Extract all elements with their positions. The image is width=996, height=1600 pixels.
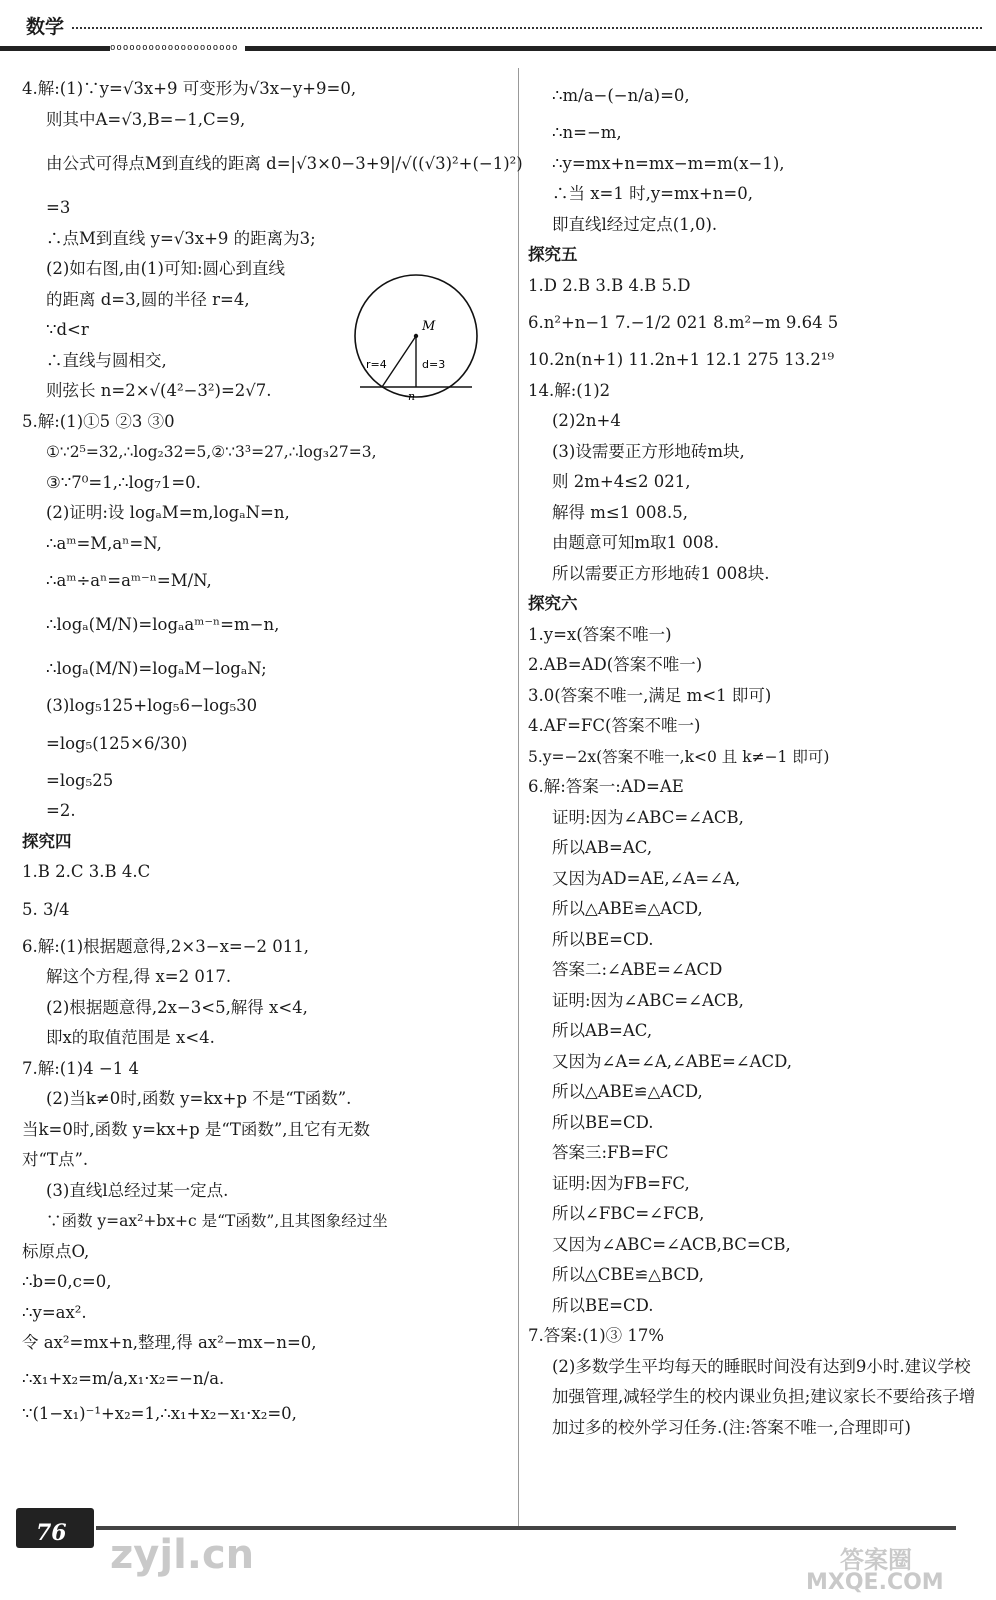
text-line: ∴y=mx+n=mx−m=m(x−1),: [552, 153, 785, 173]
text-line: ∵函数 y=ax²+bx+c 是“T函数”,且其图象经过坐: [46, 1212, 388, 1230]
text-line: 5. 3/4: [22, 899, 70, 919]
text-line: 所以BE=CD.: [552, 1112, 654, 1132]
text-line: 7.解:(1)4 −1 4: [22, 1058, 139, 1078]
text-line: 6.解:(1)根据题意得,2×3−x=−2 011,: [22, 936, 310, 956]
text-line: 14.解:(1)2: [528, 380, 611, 400]
text-line: ∴当 x=1 时,y=mx+n=0,: [552, 184, 753, 203]
text-line: 又因为∠ABC=∠ACB,BC=CB,: [552, 1234, 791, 1254]
text-line: 5.解:(1)①5 ②3 ③0: [22, 411, 175, 431]
text-line: (2)如右图,由(1)可知:圆心到直线: [46, 259, 286, 278]
text-line: 则弦长 n=2×√(4²−3²)=2√7.: [46, 381, 272, 400]
text-line: 1.D 2.B 3.B 4.B 5.D: [528, 275, 691, 295]
text-line: ∴n=−m,: [552, 123, 622, 142]
text-line: ∴logₐ(M/N)=logₐM−logₐN;: [46, 659, 267, 678]
footer-rule: [96, 1526, 956, 1530]
text-line: ∴直线与圆相交,: [46, 350, 167, 370]
text-line: 令 ax²=mx+n,整理,得 ax²−mx−n=0,: [22, 1333, 317, 1352]
text-paragraph: (2)多数学生平均每天的睡眠时间没有达到9小时.建议学校加强管理,减轻学生的校内课业负担;建议家长不要给孩子增加过多的校外学习任务.(注:答案不唯一,合理即可): [552, 1356, 976, 1437]
text-line: 所以BE=CD.: [552, 1295, 654, 1315]
text-line: 由公式可得点M到直线的距离 d=|√3×0−3+9|/√((√3)²+(−1)²): [46, 154, 523, 173]
text-line: (2)根据题意得,2x−3<5,解得 x<4,: [46, 997, 308, 1017]
page-header: [0, 0, 996, 60]
text-line: (3)设需要正方形地砖m块,: [552, 441, 745, 461]
circle-figure: [352, 272, 480, 402]
text-line: 1.y=x(答案不唯一): [528, 624, 672, 644]
text-line: 5.y=−2x(答案不唯一,k<0 且 k≠−1 即可): [528, 747, 830, 766]
text-line: =log₅(125×6/30): [46, 733, 188, 753]
subject-label: 数学: [26, 16, 65, 38]
text-line: 所以△ABE≌△ACD,: [552, 1082, 703, 1101]
text-line: ③∵7⁰=1,∴log₇1=0.: [46, 472, 201, 492]
text-line: 所以△ABE≌△ACD,: [552, 899, 703, 918]
text-line: (3)log₅125+log₅6−log₅30: [46, 696, 258, 715]
text-line: 证明:因为∠ABC=∠ACB,: [552, 990, 744, 1010]
watermark-brand: 答案圈: [840, 1546, 912, 1574]
text-line: 6.n²+n−1 7.−1/2 021 8.m²−m 9.64 5: [528, 313, 839, 332]
text-line: 2.AB=AD(答案不唯一): [528, 655, 703, 674]
right-column: [528, 74, 983, 1443]
text-line: 所以AB=AC,: [552, 838, 653, 857]
header-ornament: oooooooooooooooooooo: [110, 42, 245, 54]
text-line: 所以AB=AC,: [552, 1021, 653, 1040]
text-line: 6.解:答案一:AD=AE: [528, 777, 684, 796]
text-line: 所以∠FBC=∠FCB,: [552, 1204, 705, 1223]
text-line: (2)证明:设 logₐM=m,logₐN=n,: [46, 503, 290, 522]
text-line: 答案二:∠ABE=∠ACD: [552, 960, 723, 979]
section-title: 探究四: [22, 831, 72, 851]
text-line: 3.0(答案不唯一,满足 m<1 即可): [528, 685, 772, 705]
text-line: 标原点O,: [22, 1241, 90, 1261]
text-line: 则 2m+4≤2 021,: [552, 472, 691, 491]
text-line: 证明:因为FB=FC,: [552, 1173, 690, 1193]
text-line: 则其中A=√3,B=−1,C=9,: [46, 109, 246, 129]
text-line: 对“T点”.: [22, 1150, 89, 1169]
text-line: 10.2n(n+1) 11.2n+1 12.1 275 13.2¹⁹: [528, 350, 835, 369]
text-line: (2)当k≠0时,函数 y=kx+p 不是“T函数”.: [46, 1089, 352, 1108]
text-line: ∴x₁+x₂=m/a,x₁·x₂=−n/a.: [22, 1368, 225, 1388]
text-line: ∴b=0,c=0,: [22, 1272, 112, 1291]
distance-label: d=3: [422, 358, 446, 371]
chord-label: n: [408, 390, 416, 402]
radius-label: r=4: [366, 358, 387, 371]
text-line: ∴aᵐ÷aⁿ=aᵐ⁻ⁿ=M/N,: [46, 571, 212, 590]
text-line: 4.解:(1)∵y=√3x+9 可变形为√3x−y+9=0,: [22, 79, 357, 98]
watermark-site-1: zyjl.cn: [110, 1532, 255, 1578]
point-label: M: [422, 319, 436, 334]
column-divider: [518, 68, 519, 1528]
watermark-site-2: MXQE.COM: [806, 1570, 944, 1595]
text-line: (3)直线l总经过某一定点.: [46, 1180, 229, 1200]
text-line: 当k=0时,函数 y=kx+p 是“T函数”,且它有无数: [22, 1119, 371, 1139]
text-line: 所以需要正方形地砖1 008块.: [552, 563, 770, 583]
section-title: 探究五: [528, 245, 578, 264]
text-line: 的距离 d=3,圆的半径 r=4,: [46, 289, 250, 309]
text-line: 证明:因为∠ABC=∠ACB,: [552, 807, 744, 827]
text-line: 解这个方程,得 x=2 017.: [46, 967, 232, 986]
page-footer: [0, 1490, 996, 1600]
page-number: 76: [36, 1520, 67, 1546]
text-line: 7.答案:(1)③ 17%: [528, 1326, 665, 1345]
text-line: 答案三:FB=FC: [552, 1143, 669, 1162]
text-line: =2.: [46, 801, 76, 820]
text-line: ∴logₐ(M/N)=logₐaᵐ⁻ⁿ=m−n,: [46, 615, 280, 634]
text-line: 即x的取值范围是 x<4.: [46, 1028, 215, 1047]
text-line: 即直线l经过定点(1,0).: [552, 214, 718, 234]
text-line: =log₅25: [46, 770, 114, 790]
text-line: ∴点M到直线 y=√3x+9 的距离为3;: [46, 228, 316, 248]
text-line: 4.AF=FC(答案不唯一): [528, 716, 701, 735]
text-line: ①∵2⁵=32,∴log₂32=5,②∵3³=27,∴log₃27=3,: [46, 443, 377, 461]
text-line: ∴y=ax².: [22, 1302, 87, 1322]
text-line: ∴m/a−(−n/a)=0,: [552, 86, 690, 105]
section-title: 探究六: [528, 594, 578, 613]
text-line: =3: [46, 198, 71, 217]
header-dotted-rule: [72, 27, 982, 29]
page-number-box: [16, 1508, 94, 1548]
text-line: ∴aᵐ=M,aⁿ=N,: [46, 533, 162, 553]
text-line: 由题意可知m取1 008.: [552, 533, 720, 552]
header-bar: [0, 42, 996, 56]
text-line: 1.B 2.C 3.B 4.C: [22, 862, 151, 881]
text-line: (2)2n+4: [552, 411, 621, 430]
text-line: 所以BE=CD.: [552, 929, 654, 949]
text-line: 解得 m≤1 008.5,: [552, 502, 688, 522]
text-line: 又因为AD=AE,∠A=∠A,: [552, 868, 741, 888]
text-line: 所以△CBE≌△BCD,: [552, 1265, 704, 1284]
text-line: ∵(1−x₁)⁻¹+x₂=1,∴x₁+x₂−x₁·x₂=0,: [22, 1403, 297, 1423]
text-line: ∵d<r: [46, 320, 89, 339]
text-line: 又因为∠A=∠A,∠ABE=∠ACD,: [552, 1051, 793, 1071]
